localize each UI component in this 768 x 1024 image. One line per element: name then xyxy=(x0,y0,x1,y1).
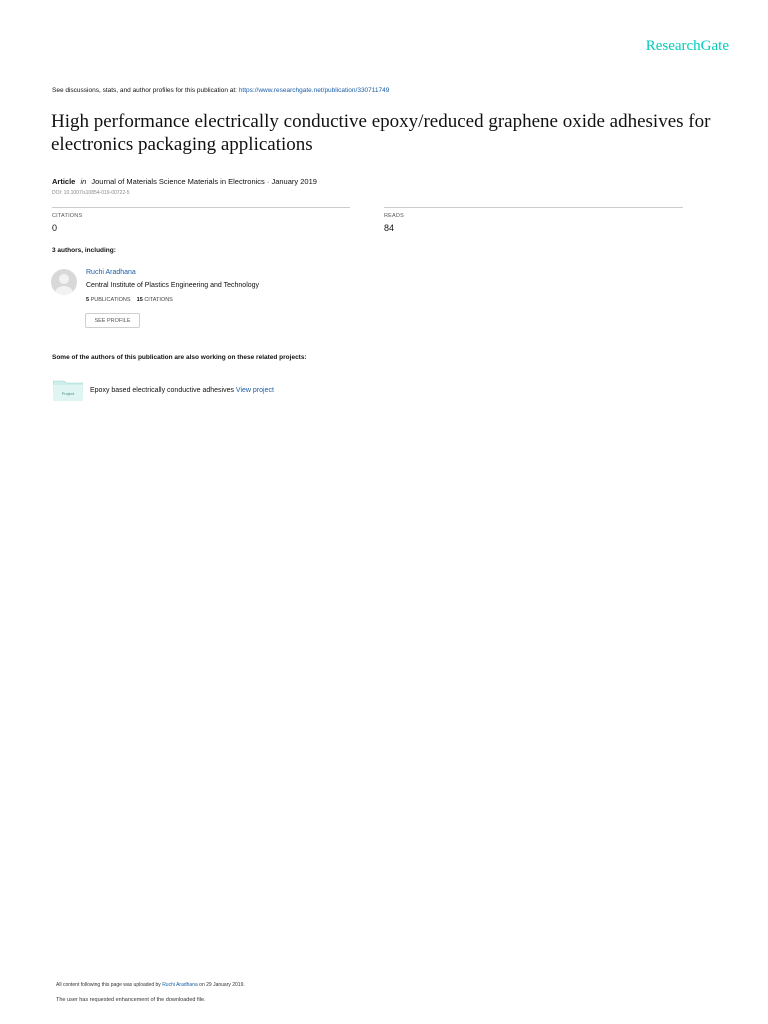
uploader-link[interactable]: Ruchi Aradhana xyxy=(162,982,198,988)
publication-title: High performance electrically conductive epoxy/reduced graphene oxide adhesives for electronics packaging applications xyxy=(51,111,711,155)
publication-url-link[interactable]: https://www.researchgate.net/publication/330711749 xyxy=(238,87,390,94)
author-stats xyxy=(86,297,173,303)
see-discussions-text: See discussions, stats, and author profiles for this publication at: xyxy=(52,87,237,94)
citations-divider xyxy=(52,207,350,208)
reads-divider xyxy=(384,207,683,208)
researchgate-logo[interactable]: ResearchGate xyxy=(645,38,729,54)
author-publications-label: PUBLICATIONS xyxy=(90,297,131,303)
citations-label: CITATIONS xyxy=(52,213,83,219)
author-citations-count: 15 xyxy=(136,297,143,303)
reads-value: 84 xyxy=(384,223,395,233)
publication-date: · January 2019 xyxy=(266,177,317,186)
upload-prefix: All content following this page was uploaded by xyxy=(56,982,161,988)
author-name-link[interactable]: Ruchi Aradhana xyxy=(86,269,136,276)
reads-label: READS xyxy=(384,213,404,219)
authors-heading: 3 authors, including: xyxy=(52,247,116,254)
upload-note xyxy=(56,982,245,988)
default-user-icon xyxy=(51,269,77,295)
view-project-link[interactable]: View project xyxy=(235,387,274,394)
doi: DOI: 10.1007/s10854-019-00722-5 xyxy=(52,190,130,196)
see-profile-button[interactable]: SEE PROFILE xyxy=(85,313,140,328)
enhancement-note: The user has requested enhancement of the downloaded file. xyxy=(56,997,206,1003)
citations-value: 0 xyxy=(52,223,58,233)
journal-name[interactable]: Journal of Materials Science Materials in Electronics xyxy=(91,177,265,186)
project-title: Epoxy based electrically conductive adhesives xyxy=(90,387,234,394)
article-meta xyxy=(52,177,317,186)
related-projects-heading: Some of the authors of this publication are also working on these related projects: xyxy=(52,354,307,361)
article-in-word: in xyxy=(80,177,87,186)
avatar[interactable] xyxy=(51,269,77,295)
see-discussions-line xyxy=(52,87,389,94)
article-type: Article xyxy=(52,177,76,186)
author-institution: Central Institute of Plastics Engineering and Technology xyxy=(86,282,260,289)
upload-suffix: on 29 January 2019. xyxy=(199,982,245,988)
author-citations-label: CITATIONS xyxy=(144,297,173,303)
project-thumb-label: Project xyxy=(61,391,75,396)
project-item xyxy=(90,387,274,394)
project-folder-icon[interactable] xyxy=(53,380,83,401)
author-publications-count: 5 xyxy=(86,297,90,303)
